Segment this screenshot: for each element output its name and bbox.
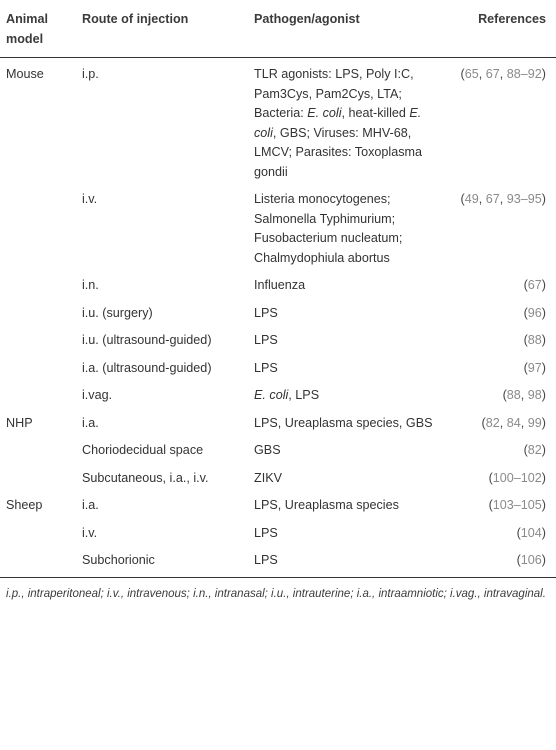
cell-pathogen: [248, 382, 448, 410]
reference-punctuation: ,: [499, 192, 507, 206]
cell-references: [448, 547, 556, 577]
cell-animal-model: [0, 327, 76, 355]
header-animal-model: Animal model: [6, 12, 48, 46]
reference-punctuation: ,: [478, 192, 486, 206]
cell-animal-model: [0, 186, 76, 272]
reference-punctuation: ): [541, 498, 546, 512]
cell-route: Choriodecidual space: [82, 443, 204, 457]
table-row: [0, 437, 556, 465]
cell-route: i.a. (ultrasound-guided): [82, 360, 212, 375]
reference-punctuation: ,: [520, 415, 528, 430]
header-route: Route of injection: [82, 12, 189, 26]
reference-punctuation: ): [541, 360, 546, 375]
cell-pathogen: [248, 492, 448, 520]
reference-punctuation: (: [523, 333, 528, 347]
reference-punctuation: ,: [478, 67, 486, 81]
reference-link[interactable]: 49: [464, 192, 479, 206]
table-row: [0, 355, 556, 383]
table-row: [0, 327, 556, 355]
table-row: [0, 520, 556, 548]
cell-animal-model: [0, 382, 76, 410]
cell-route: i.p.: [82, 67, 99, 81]
cell-animal-model: Sheep: [6, 498, 43, 512]
reference-punctuation: (: [523, 305, 528, 320]
reference-punctuation: (: [460, 67, 465, 81]
cell-pathogen: [248, 410, 448, 438]
cell-pathogen: [248, 272, 448, 300]
reference-link[interactable]: 99: [527, 415, 542, 430]
reference-punctuation: ,: [499, 415, 507, 430]
reference-punctuation: ): [541, 305, 546, 320]
reference-link[interactable]: 104: [520, 525, 542, 540]
reference-punctuation: ): [541, 415, 546, 430]
cell-route: Subcutaneous, i.a., i.v.: [82, 470, 209, 485]
reference-link[interactable]: 88–92: [506, 67, 542, 81]
cell-route: i.v.: [82, 525, 98, 540]
cell-pathogen: [248, 437, 448, 465]
reference-link[interactable]: 67: [485, 67, 500, 81]
cell-pathogen: [248, 300, 448, 328]
italic-text: E. coli: [254, 388, 289, 402]
cell-route: i.u. (ultrasound-guided): [82, 333, 212, 347]
reference-link[interactable]: 84: [506, 415, 521, 430]
reference-link[interactable]: 97: [527, 360, 542, 375]
text-segment: , LPS: [288, 388, 320, 402]
reference-link[interactable]: 82: [485, 415, 500, 430]
cell-references: [448, 272, 556, 300]
reference-link[interactable]: 100–102: [492, 470, 542, 485]
cell-animal-model: [0, 547, 76, 577]
cell-animal-model: [0, 437, 76, 465]
table-row: [0, 547, 556, 577]
text-segment: GBS: [254, 443, 281, 457]
reference-link[interactable]: 88: [527, 333, 542, 347]
reference-link[interactable]: 96: [527, 305, 542, 320]
text-segment: LPS: [254, 360, 278, 375]
reference-punctuation: ): [541, 443, 546, 457]
reference-link[interactable]: 88: [506, 388, 521, 402]
cell-references: [448, 300, 556, 328]
table-body: [0, 58, 556, 578]
table-row: [0, 410, 556, 438]
cell-route: i.vag.: [82, 388, 113, 402]
cell-animal-model: NHP: [6, 415, 33, 430]
reference-punctuation: ): [541, 553, 546, 567]
cell-route: i.n.: [82, 278, 99, 292]
cell-route: i.u. (surgery): [82, 305, 153, 320]
cell-pathogen: [248, 186, 448, 272]
cell-references: [448, 355, 556, 383]
reference-link[interactable]: 67: [485, 192, 500, 206]
reference-punctuation: (: [523, 443, 528, 457]
table-row: [0, 186, 556, 272]
reference-punctuation: (: [460, 192, 465, 206]
cell-pathogen: [248, 547, 448, 577]
text-segment: LPS, Ureaplasma species: [254, 498, 399, 512]
cell-animal-model: Mouse: [6, 67, 44, 81]
cell-pathogen: [248, 520, 448, 548]
cell-animal-model: [0, 465, 76, 493]
table-header: [0, 0, 556, 58]
cell-animal-model: [0, 520, 76, 548]
reference-punctuation: (: [502, 388, 507, 402]
reference-link[interactable]: 82: [527, 443, 542, 457]
table-footnote: i.p., intraperitoneal; i.v., intravenous; i.n., intranasal; i.u., intrauterine; i.a., intraamniotic; i.vag., intravaginal.: [6, 587, 546, 600]
cell-route: i.a.: [82, 498, 99, 512]
reference-punctuation: (: [488, 498, 493, 512]
table-row: [0, 58, 556, 187]
cell-references: [448, 520, 556, 548]
reference-link[interactable]: 106: [520, 553, 542, 567]
reference-link[interactable]: 67: [527, 278, 542, 292]
table-row: [0, 492, 556, 520]
italic-text: E. coli: [254, 106, 422, 140]
reference-punctuation: (: [523, 278, 528, 292]
cell-animal-model: [0, 272, 76, 300]
cell-references: [448, 327, 556, 355]
header-row: [0, 0, 556, 58]
reference-punctuation: (: [516, 525, 521, 540]
cell-pathogen: [248, 327, 448, 355]
reference-link[interactable]: 65: [464, 67, 479, 81]
cell-references: [448, 382, 556, 410]
reference-link[interactable]: 98: [527, 388, 542, 402]
text-segment: LPS: [254, 305, 278, 320]
reference-punctuation: (: [523, 360, 528, 375]
header-references: References: [478, 12, 546, 26]
reference-punctuation: ): [541, 525, 546, 540]
cell-references: [448, 437, 556, 465]
cell-animal-model: [0, 355, 76, 383]
reference-link[interactable]: 103–105: [492, 498, 542, 512]
reference-punctuation: (: [516, 553, 521, 567]
reference-punctuation: ): [541, 278, 546, 292]
cell-references: [448, 465, 556, 493]
cell-references: [448, 410, 556, 438]
reference-punctuation: ): [541, 470, 546, 485]
italic-text: E. coli: [307, 106, 342, 120]
reference-link[interactable]: 93–95: [506, 192, 542, 206]
cell-route: i.a.: [82, 415, 99, 430]
reference-punctuation: (: [481, 415, 486, 430]
cell-route: Subchorionic: [82, 553, 155, 567]
cell-references: [448, 186, 556, 272]
text-segment: , heat-killed: [341, 106, 410, 120]
reference-punctuation: ): [541, 333, 546, 347]
reference-punctuation: ): [541, 192, 546, 206]
cell-route: i.v.: [82, 192, 98, 206]
cell-references: [448, 58, 556, 187]
cell-pathogen: [248, 58, 448, 187]
reference-punctuation: ,: [499, 67, 507, 81]
cell-pathogen: [248, 465, 448, 493]
header-pathogen: Pathogen/agonist: [254, 12, 360, 26]
table-row: [0, 300, 556, 328]
text-segment: LPS: [254, 333, 278, 347]
cell-pathogen: [248, 355, 448, 383]
text-segment: Influenza: [254, 278, 306, 292]
text-segment: ZIKV: [254, 470, 282, 485]
reference-punctuation: ,: [520, 388, 528, 402]
cell-references: [448, 492, 556, 520]
reference-punctuation: ): [541, 388, 546, 402]
text-segment: LPS, Ureaplasma species, GBS: [254, 415, 433, 430]
reference-punctuation: ): [541, 67, 546, 81]
text-segment: TLR agonists: LPS, Poly I:C, Pam3Cys, Pam2Cys, LTA; Bacteria:: [254, 67, 414, 120]
text-segment: LPS: [254, 525, 278, 540]
table-row: [0, 382, 556, 410]
text-segment: Listeria monocytogenes; Salmonella Typhimurium; Fusobacterium nucleatum; Chalmydophiula abortus: [254, 192, 403, 265]
table-row: [0, 272, 556, 300]
text-segment: , GBS; Viruses: MHV-68, LMCV; Parasites: Toxoplasma gondii: [254, 125, 422, 179]
text-segment: LPS: [254, 553, 278, 567]
reference-punctuation: (: [488, 470, 493, 485]
table-row: [0, 465, 556, 493]
cell-animal-model: [0, 300, 76, 328]
